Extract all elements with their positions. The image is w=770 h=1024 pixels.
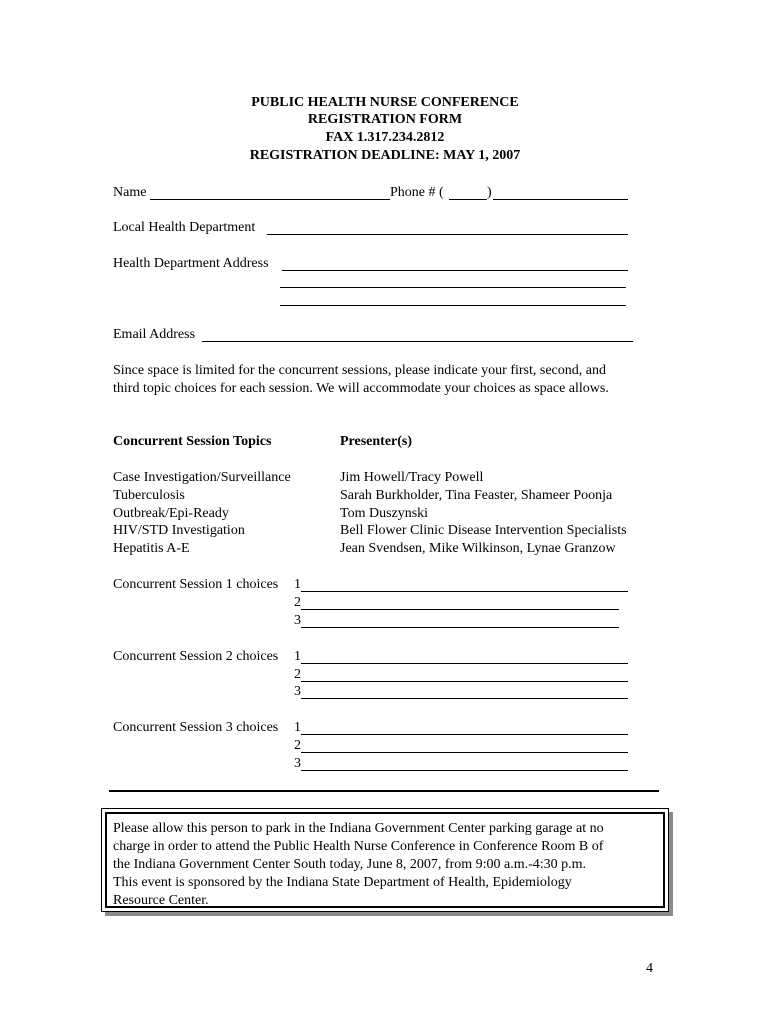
topic-cell: Outbreak/Epi-Ready [113,506,229,521]
address-line-1-field[interactable] [282,270,628,271]
presenter-cell: Sarah Burkholder, Tina Feaster, Shameer Poonja [340,488,613,503]
health-department-address-label: Health Department Address [113,256,269,271]
session-1-choice-2-field[interactable] [301,609,619,610]
section-divider [109,790,659,792]
address-line-2-field[interactable] [280,287,626,288]
name-label: Name [113,185,147,200]
presenters-column-header: Presenter(s) [340,434,413,449]
session-3-choice-3-field[interactable] [301,770,628,771]
session-2-label: Concurrent Session 2 choices [113,649,279,664]
notice-line: the Indiana Government Center South today, June 8, 2007, from 9:00 a.m.-4:30 p.m. [113,857,587,872]
presenter-cell: Jean Svendsen, Mike Wilkinson, Lynae Granzow [340,541,616,556]
session-3-choice-1-field[interactable] [301,734,628,735]
session-1-label: Concurrent Session 1 choices [113,577,279,592]
session-1-choice-3-field[interactable] [301,627,619,628]
form-title: PUBLIC HEALTH NURSE CONFERENCE [251,95,519,110]
session-3-label: Concurrent Session 3 choices [113,720,279,735]
presenter-cell: Bell Flower Clinic Disease Intervention Specialists [340,523,627,538]
phone-area-code-field[interactable] [449,199,487,200]
email-address-field[interactable] [202,341,633,342]
choice-number: 1 [294,577,301,592]
fax-number: FAX 1.317.234.2812 [325,130,445,145]
topic-cell: HIV/STD Investigation [113,523,245,538]
registration-deadline: REGISTRATION DEADLINE: MAY 1, 2007 [249,148,521,163]
choice-number: 2 [294,738,301,753]
session-2-choice-1-field[interactable] [301,663,628,664]
topics-column-header: Concurrent Session Topics [113,434,272,449]
choice-number: 3 [294,613,301,628]
presenter-cell: Tom Duszynski [340,506,429,521]
notice-line: charge in order to attend the Public Health Nurse Conference in Conference Room B of [113,839,604,854]
address-line-3-field[interactable] [280,305,626,306]
session-3-choice-2-field[interactable] [301,752,628,753]
choice-number: 3 [294,756,301,771]
phone-paren-close: ) [487,185,492,200]
form-subtitle: REGISTRATION FORM [307,112,463,127]
local-health-department-label: Local Health Department [113,220,256,235]
instructions-line-2: third topic choices for each session. We will accommodate your choices as space allows. [113,381,609,396]
phone-label: Phone # ( [390,185,444,200]
choice-number: 2 [294,595,301,610]
choice-number: 1 [294,649,301,664]
session-2-choice-2-field[interactable] [301,681,628,682]
topic-cell: Hepatitis A-E [113,541,190,556]
session-2-choice-3-field[interactable] [301,698,628,699]
choice-number: 1 [294,720,301,735]
notice-line: Please allow this person to park in the Indiana Government Center parking garage at no [113,821,604,836]
topic-cell: Tuberculosis [113,488,185,503]
phone-number-field[interactable] [493,199,628,200]
name-field[interactable] [150,199,390,200]
parking-notice-content [105,812,665,908]
email-address-label: Email Address [113,327,196,342]
presenter-cell: Jim Howell/Tracy Powell [340,470,484,485]
page-number: 4 [646,961,653,976]
topic-cell: Case Investigation/Surveillance [113,470,291,485]
local-health-department-field[interactable] [267,234,628,235]
choice-number: 2 [294,667,301,682]
choice-number: 3 [294,684,301,699]
parking-notice-box [101,808,669,912]
instructions-line-1: Since space is limited for the concurrent sessions, please indicate your first, second, and [113,363,606,378]
notice-line: Resource Center. [113,893,209,908]
session-1-choice-1-field[interactable] [301,591,628,592]
notice-line: This event is sponsored by the Indiana State Department of Health, Epidemiology [113,875,572,890]
